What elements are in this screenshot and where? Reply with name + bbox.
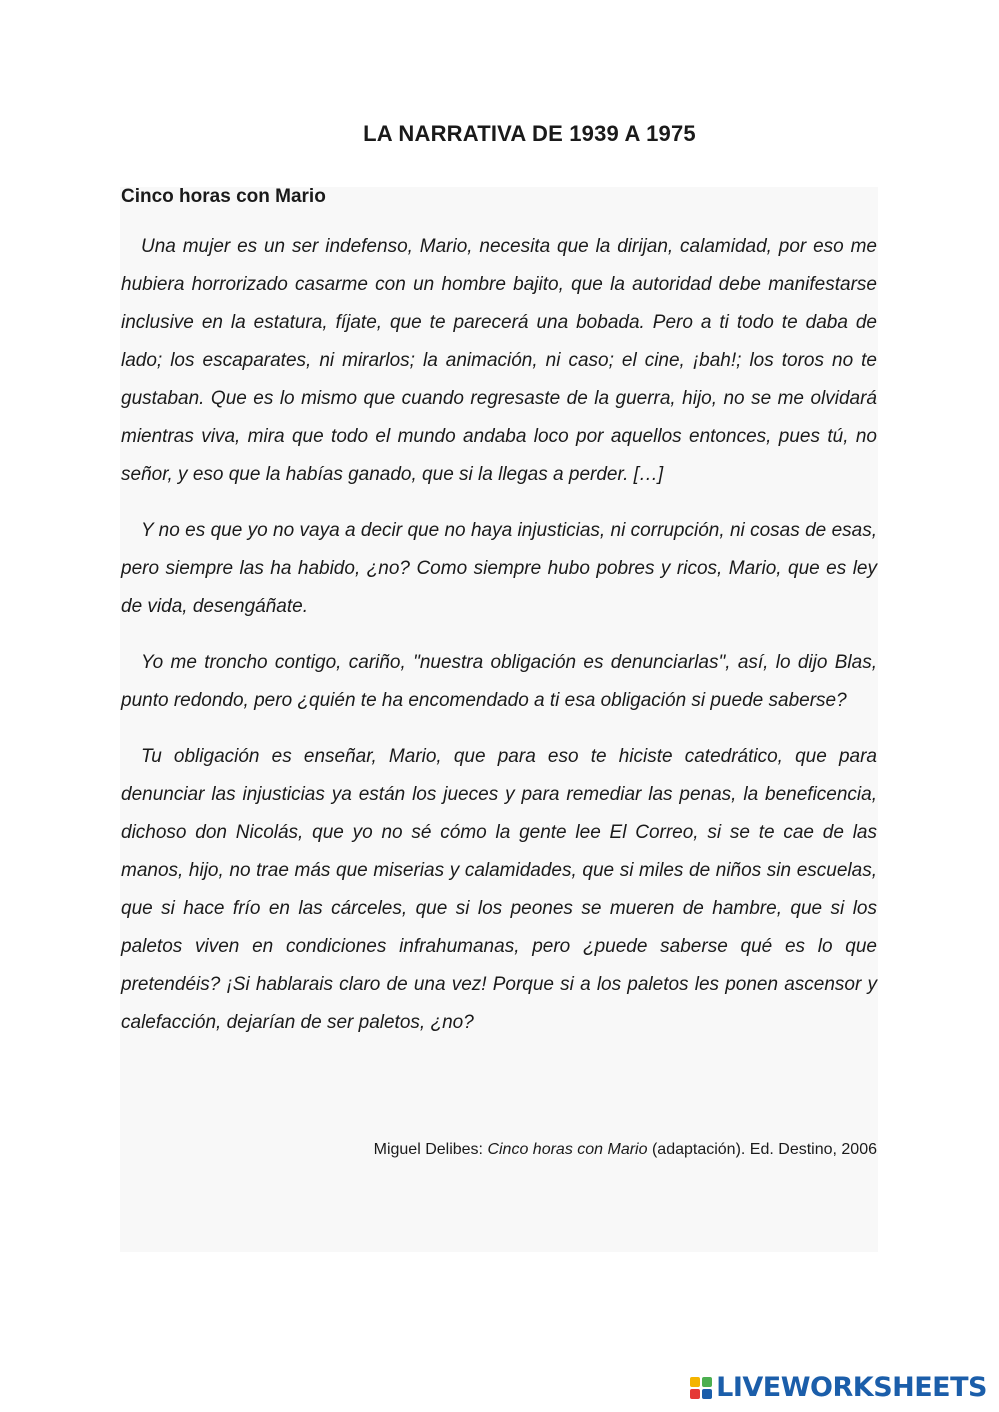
excerpt-paragraph-3: Yo me troncho contigo, cariño, "nuestra obligación es denunciarlas", así, lo dijo Blas, punto redondo, pero ¿quién te ha encomendado a ti esa obligación si puede saberse? <box>121 652 877 711</box>
page-title: LA NARRATIVA DE 1939 A 1975 <box>363 121 696 146</box>
source-citation <box>374 1141 877 1159</box>
logo-square-l <box>690 1377 700 1387</box>
excerpt-paragraph-2: Y no es que yo no vaya a decir que no haya injusticias, ni corrupción, ni cosas de esas, pero siempre las ha habido, ¿no? Como siempre hubo pobres y ricos, Mario, que es ley de vida, desengáñate. <box>121 520 877 617</box>
logo-square-v <box>690 1389 700 1399</box>
liveworksheets-brand <box>690 1372 987 1403</box>
logo-square-e <box>702 1389 712 1399</box>
citation-details: (adaptación). Ed. Destino, 2006 <box>647 1141 877 1158</box>
section-heading: Cinco horas con Mario <box>121 186 326 207</box>
liveworksheets-logo-icon <box>690 1377 712 1399</box>
citation-work-title: Cinco horas con Mario <box>487 1141 648 1158</box>
citation-author: Miguel Delibes: <box>373 1141 488 1158</box>
brand-name: LIVEWORKSHEETS <box>716 1372 987 1403</box>
excerpt-paragraph-4: Tu obligación es enseñar, Mario, que para eso te hiciste catedrático, que para denunciar las injusticias ya están los jueces y para remediar las penas, la beneficencia, dichoso don Nicolás, que yo no sé cómo la gente lee El Correo, si se te cae de las manos, hijo, no trae más que miserias y calamidades, que si miles de niños sin escuelas, que si hace frío en las cárceles, que si los peones se mueren de hambre, que si los paletos viven en condiciones infrahumanas, pero ¿puede saberse qué es lo que pretendéis? ¡Si hablarais claro de una vez! Porque si a los paletos les ponen ascensor y calefacción, dejarían de ser paletos, ¿no? <box>121 746 877 1033</box>
excerpt-body <box>121 228 877 1060</box>
logo-square-i <box>702 1377 712 1387</box>
excerpt-paragraph-1: Una mujer es un ser indefenso, Mario, necesita que la dirijan, calamidad, por eso me hubiera horrorizado casarme con un hombre bajito, que la autoridad debe manifestarse inclusive en la estatura, fíjate, que te parecerá una bobada. Pero a ti todo te daba de lado; los escaparates, ni mirarlos; la animación, ni caso; el cine, ¡bah!; los toros no te gustaban. Que es lo mismo que cuando regresaste de la guerra, hijo, no se me olvidará mientras viva, mira que todo el mundo andaba loco por aquellos entonces, pues tú, no señor, y eso que la habías ganado, que si la llegas a perder. […] <box>121 236 877 485</box>
